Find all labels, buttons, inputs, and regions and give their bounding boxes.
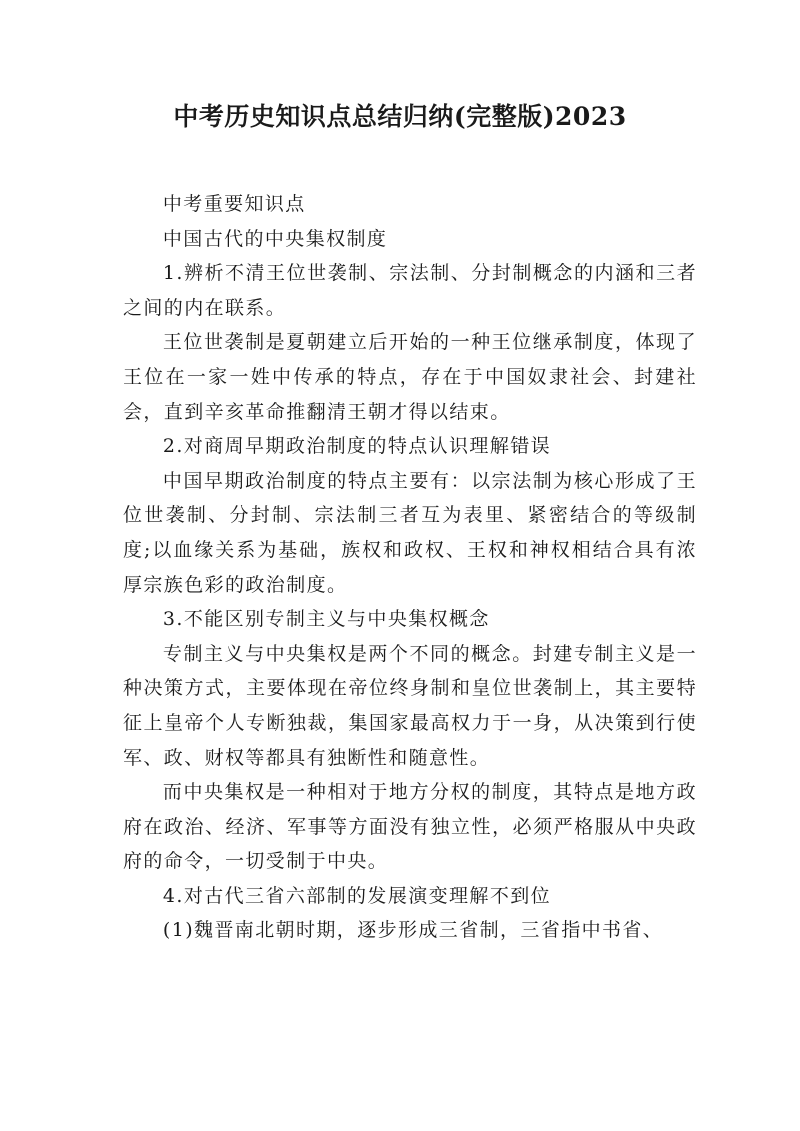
paragraph-centralization: 而中央集权是一种相对于地方分权的制度，其特点是地方政府在政治、经济、军事等方面没有独立性，必须严格服从中央政府的命令，一切受制于中央。 [123, 781, 697, 873]
paragraph-hereditary-system: 王位世袭制是夏朝建立后开始的一种王位继承制度，体现了王位在一家一姓中传承的特点，存在于中国奴隶社会、封建社会，直到辛亥革命推翻清王朝才得以结束。 [123, 331, 697, 423]
paragraph-heading-key-points: 中考重要知识点 [162, 193, 306, 215]
paragraph-point-2: 2.对商周早期政治制度的特点认识理解错误 [162, 435, 552, 458]
paragraph-point-4: 4.对古代三省六部制的发展演变理解不到位 [162, 884, 552, 907]
paragraph-point-3: 3.不能区别专制主义与中央集权概念 [162, 608, 490, 631]
paragraph-early-politics: 中国早期政治制度的特点主要有：以宗法制为核心形成了王位世袭制、分封制、宗法制三者互为表里、紧密结合的等级制度;以血缘关系为基础，族权和政权、王权和神权相结合具有浓厚宗族色彩的政治制度。 [123, 469, 697, 596]
paragraph-three-departments: (1)魏晋南北朝时期，逐步形成三省制，三省指中书省、 [162, 919, 664, 942]
document-body [123, 187, 697, 948]
paragraph-autocracy: 专制主义与中央集权是两个不同的概念。封建专制主义是一种决策方式，主要体现在帝位终身制和皇位世袭制上，其主要特征上皇帝个人专断独裁，集国家最高权力于一身，从决策到行使军、政、财权等都具有独断性和随意性。 [123, 642, 697, 769]
paragraph-heading-centralization: 中国古代的中央集权制度 [162, 227, 388, 250]
document-title: 中考历史知识点总结归纳(完整版)2023 [173, 102, 627, 131]
paragraph-point-1: 1.辨析不清王位世袭制、宗法制、分封制概念的内涵和三者之间的内在联系。 [123, 262, 697, 319]
